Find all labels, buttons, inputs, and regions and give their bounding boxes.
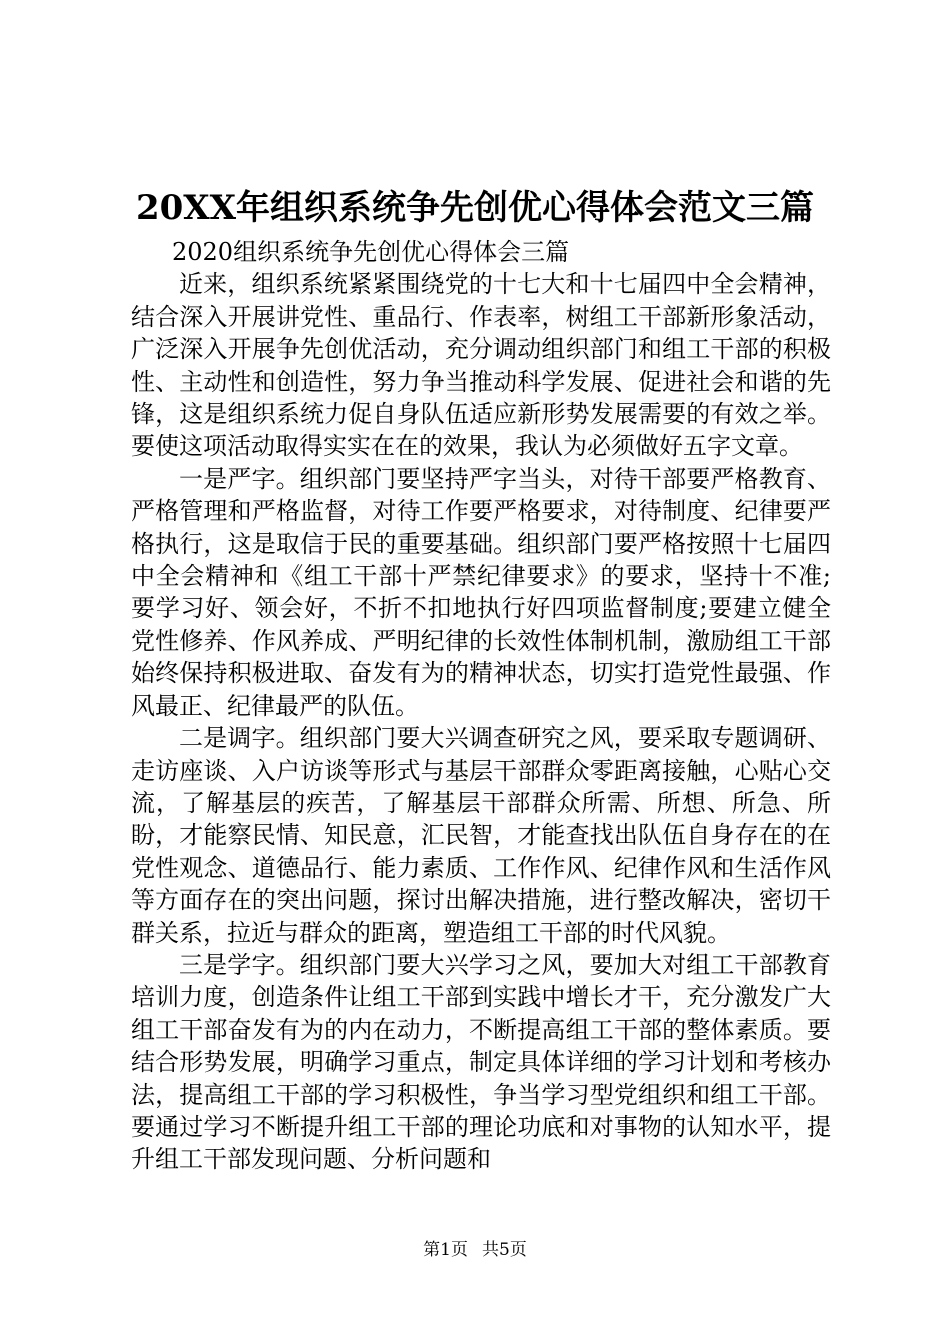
paragraph-intro: 近来，组织系统紧紧围绕党的十七大和十七届四中全会精神，结合深入开展讲党性、重品行、作表率，树组工干部新形象活动，广泛深入开展争先创优活动，充分调动组织部门和组工干部的积极性、主动性和创造性，努力争当推动科学发展、促进社会和谐的先锋，这是组织系统力促自身队伍适应新形势发展需要的有效之举。要使这项活动取得实实在在的效果，我认为必须做好五字文章。 [131,270,831,461]
paragraph-strict: 一是严字。组织部门要坚持严字当头，对待干部要严格教育、严格管理和严格监督，对待工作要严格要求，对待制度、纪律要严格执行，这是取信于民的重要基础。组织部门要严格按照十七届四中全会精神和《组工干部十严禁纪律要求》的要求，坚持十不准;要学习好、领会好，不折不扣地执行好四项监督制度;要建立健全党性修养、作风养成、严明纪律的长效性体制机制，激励组工干部始终保持积极进取、奋发有为的精神状态，切实打造党性最强、作风最正、纪律最严的队伍。 [131,464,831,720]
document-title: 20XX年组织系统争先创优心得体会范文三篇 [135,188,815,228]
paragraph-study: 三是学字。组织部门要大兴学习之风，要加大对组工干部教育培训力度，创造条件让组工干部到实践中增长才干，充分激发广大组工干部奋发有为的内在动力，不断提高组工干部的整体素质。要结合形势发展，明确学习重点，制定具体详细的学习计划和考核办法，提高组工干部的学习积极性，争当学习型党组织和组工干部。要通过学习不断提升组工干部的理论功底和对事物的认知水平，提升组工干部发现问题、分析问题和 [131,950,831,1174]
page-number: 第1页 [423,1240,468,1260]
document-body [131,236,831,1176]
page-total: 共5页 [482,1240,527,1260]
page-footer [0,1238,950,1262]
document-subtitle: 2020组织系统争先创优心得体会三篇 [172,238,570,266]
paragraph-research: 二是调字。组织部门要大兴调查研究之风，要采取专题调研、走访座谈、入户访谈等形式与基层干部群众零距离接触，心贴心交流，了解基层的疾苦，了解基层干部群众所需、所想、所急、所盼，才能察民情、知民意，汇民智，才能查找出队伍自身存在的在党性观念、道德品行、能力素质、工作作风、纪律作风和生活作风等方面存在的突出问题，探讨出解决措施，进行整改解决，密切干群关系，拉近与群众的距离，塑造组工干部的时代风貌。 [131,724,831,947]
